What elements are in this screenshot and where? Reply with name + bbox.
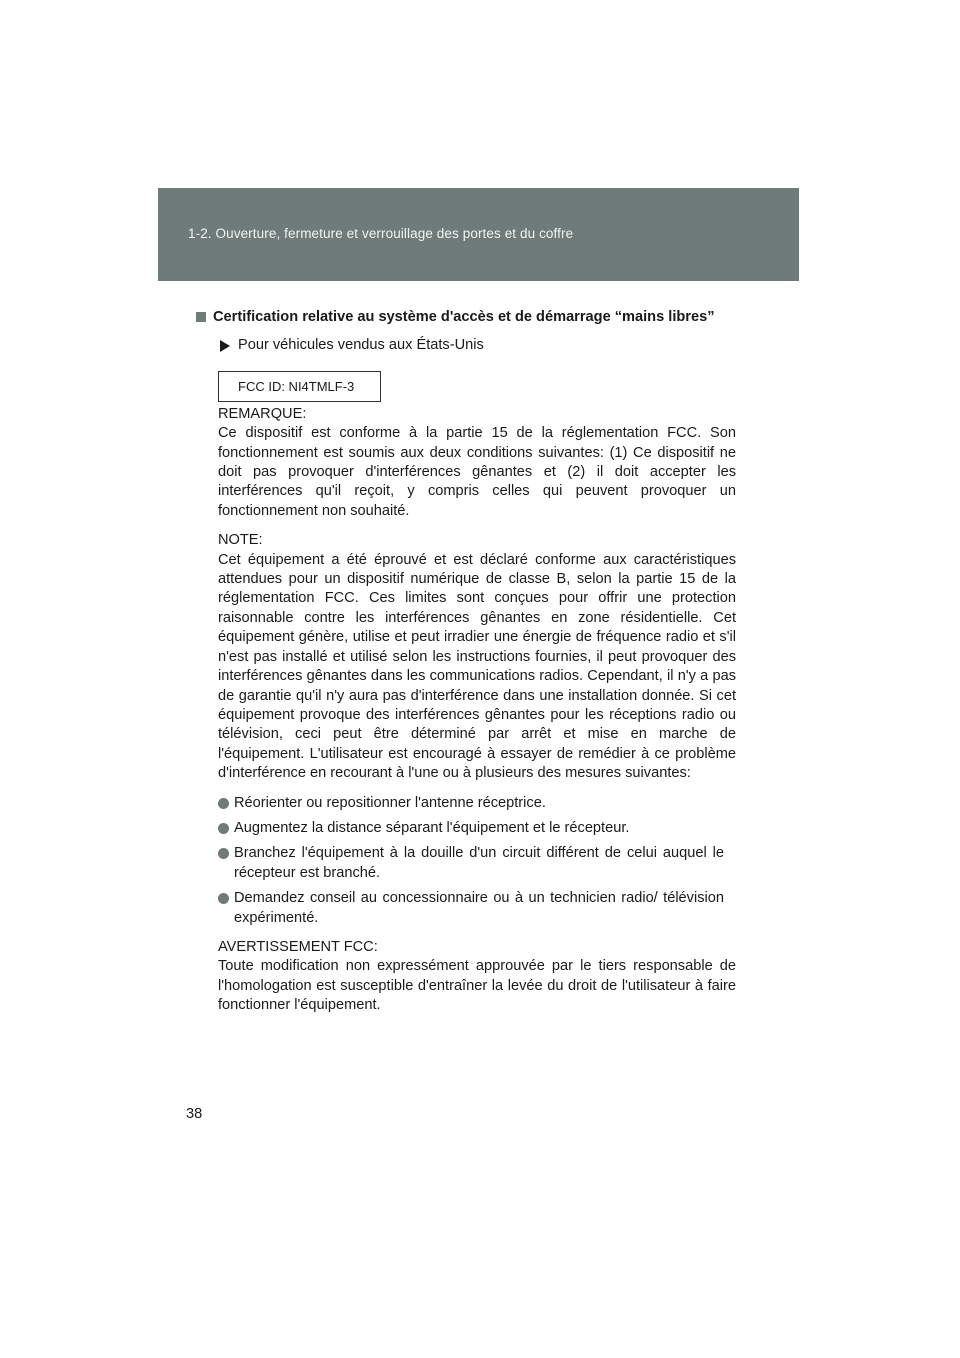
note-block xyxy=(218,531,736,783)
remarque-title: REMARQUE: xyxy=(218,405,307,422)
warning-body: Toute modification non expressément approuvée par le tiers responsable de l'homologation est susceptible d'entraîner la levée du droit de l'utilisateur à faire fonctionner l'équipement. xyxy=(218,958,736,1014)
chapter-header-band xyxy=(158,188,799,281)
list-item xyxy=(218,889,736,928)
triangle-right-icon xyxy=(220,340,230,352)
section-heading xyxy=(196,308,736,327)
chapter-title: 1-2. Ouverture, fermeture et verrouillage des portes et du coffre xyxy=(188,226,574,241)
remarque-block xyxy=(218,405,736,521)
circle-bullet-icon xyxy=(218,823,229,834)
fcc-id-text: FCC ID: NI4TMLF-3 xyxy=(238,378,355,394)
square-bullet-icon xyxy=(196,312,206,322)
circle-bullet-icon xyxy=(218,798,229,809)
page-content xyxy=(196,308,736,1026)
list-item xyxy=(218,819,736,838)
remarque-body: Ce dispositif est conforme à la partie 15 de la réglementation FCC. Son fonctionnement est soumis aux deux conditions suivantes: (1) Ce dispositif ne doit pas provoquer d'interférences gênantes et (2) il doit accepter les interférences qu'il reçoit, y compris celles qui peuvent provoquer un fonctionnement non souhaité. xyxy=(218,425,736,519)
list-item-text: Réorienter ou repositionner l'antenne réceptrice. xyxy=(234,794,546,811)
list-item-text: Demandez conseil au concessionnaire ou à un technicien radio/ télévision expérimenté. xyxy=(234,890,724,926)
list-item xyxy=(218,844,736,883)
note-body: Cet équipement a été éprouvé et est déclaré conforme aux caractéristiques attendues pour un dispositif numérique de classe B, selon la partie 15 de la réglementation FCC. Ces limites sont conçues pour offrir une protection raisonnable contre les interférences gênantes en zone résidentielle. Cet équipement génère, utilise et peut irradier une énergie de fréquence radio et s'il n'est pas installé et utilisé selon les instructions fournies, il peut provoquer des interférences gênantes dans les communications radios. Cependant, il n'y a pas de garantie qu'il n'y aura pas d'interférence dans une installation donnée. Si cet équipement provoque des interférences gênantes pour les réceptions radio ou télévision, ceci peut être déterminé par arrêt et mise en marche de l'équipement. L'utilisateur est encouragé à essayer de remédier à ce problème d'interférence en recourant à l'une ou à plusieurs des mesures suivantes: xyxy=(218,551,736,782)
warning-block xyxy=(218,938,736,1016)
warning-title: AVERTISSEMENT FCC: xyxy=(218,938,378,955)
circle-bullet-icon xyxy=(218,848,229,859)
page-number: 38 xyxy=(186,1106,203,1122)
list-item xyxy=(218,794,736,813)
note-title: NOTE: xyxy=(218,532,263,549)
fcc-id-box xyxy=(218,371,381,402)
vehicle-note-text: Pour véhicules vendus aux États-Unis xyxy=(238,337,484,354)
section-heading-text: Certification relative au système d'accès et de démarrage “mains libres” xyxy=(213,309,715,325)
vehicle-note xyxy=(220,336,736,355)
list-item-text: Branchez l'équipement à la douille d'un circuit différent de celui auquel le récepteur est branché. xyxy=(234,845,724,881)
circle-bullet-icon xyxy=(218,893,229,904)
list-item-text: Augmentez la distance séparant l'équipement et le récepteur. xyxy=(234,819,630,836)
